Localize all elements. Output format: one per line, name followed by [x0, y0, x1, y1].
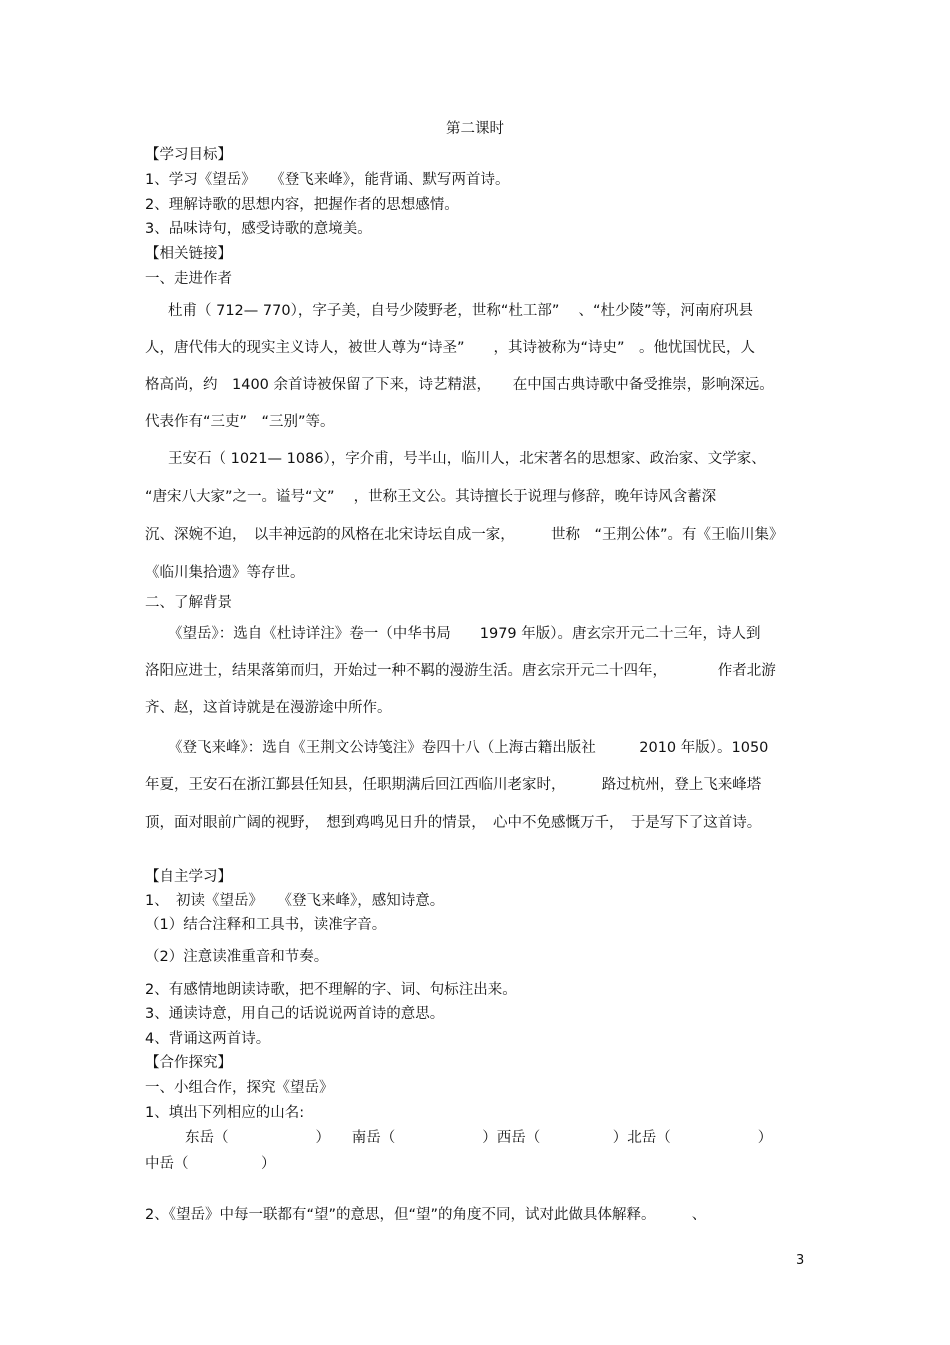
- wang-anshi-bio-line: 《临川集拾遗》等存世。: [145, 565, 305, 581]
- goal-item-1: 1、学习《望岳》 《登飞来峰》，能背诵、默写两首诗。: [145, 172, 510, 188]
- wang-anshi-bio-line: “唐宋八大家”之一。谥号“文” ，世称王文公。其诗擅长于说理与修辞，晚年诗风含蓄深: [145, 489, 717, 505]
- feilaifeng-background-line: 《登飞来峰》：选自《王荆文公诗笺注》卷四十八（上海古籍出版社 2010 年版）。1050: [168, 740, 769, 756]
- self-study-item: 4、背诵这两首诗。: [145, 1031, 271, 1047]
- subheading-explore-wangyue: 一、小组合作，探究《望岳》: [145, 1080, 334, 1096]
- subheading-author: 一、走进作者: [145, 271, 232, 287]
- subheading-background: 二、了解背景: [145, 595, 232, 611]
- du-fu-bio-line: 代表作有“三吏” “三别”等。: [145, 414, 335, 430]
- self-study-item: 3、通读诗意，用自己的话说说两首诗的意思。: [145, 1006, 445, 1022]
- page-title: 第二课时: [446, 121, 504, 137]
- wangyue-background-line: 齐、赵，这首诗就是在漫游途中所作。: [145, 700, 392, 716]
- section-heading-self-study: 【自主学习】: [145, 869, 232, 885]
- wang-anshi-bio-line: 王安石（ 1021— 1086），字介甫，号半山，临川人，北宋著名的思想家、政治家、文学家、: [168, 451, 766, 467]
- mountain-names-blanks: 中岳（ ）: [145, 1156, 276, 1172]
- feilaifeng-background-line: 年夏，王安石在浙江鄞县任知县，任职期满后回江西临川老家时， 路过杭州，登上飞来峰塔: [145, 777, 762, 793]
- wangyue-background-line: 洛阳应进士，结果落第而归，开始过一种不羁的漫游生活。唐玄宗开元二十四年， 作者北游: [145, 663, 776, 679]
- du-fu-bio-line: 格高尚，约 1400 余首诗被保留了下来，诗艺精湛， 在中国古典诗歌中备受推崇，影响深远。: [145, 377, 774, 393]
- mountain-names-blanks: 东岳（ ） 南岳（ ）西岳（ ）北岳（ ）: [185, 1130, 773, 1146]
- self-study-item: 2、有感情地朗读诗歌，把不理解的字、词、句标注出来。: [145, 982, 517, 998]
- self-study-subitem: （1）结合注释和工具书，读准字音。: [145, 917, 387, 933]
- question-view-angles: 2、《望岳》中每一联都有“望”的意思，但“望”的角度不同，试对此做具体解释。 、: [145, 1207, 707, 1223]
- section-heading-links: 【相关链接】: [145, 246, 232, 262]
- du-fu-bio-line: 杜甫（ 712— 770），字子美，自号少陵野老，世称“杜工部” 、“杜少陵”等，河南府巩县: [168, 303, 753, 319]
- section-heading-cooperation: 【合作探究】: [145, 1055, 232, 1071]
- page-number: 3: [796, 1253, 805, 1268]
- question-mountain-names: 1、填出下列相应的山名:: [145, 1105, 305, 1121]
- self-study-item: 1、 初读《望岳》 《登飞来峰》，感知诗意。: [145, 893, 445, 909]
- goal-item-3: 3、品味诗句，感受诗歌的意境美。: [145, 221, 372, 237]
- feilaifeng-background-line: 顶，面对眼前广阔的视野， 想到鸡鸣见日升的情景， 心中不免感慨万千， 于是写下了这首诗。: [145, 815, 762, 831]
- wang-anshi-bio-line: 沉、深婉不迫， 以丰神远韵的风格在北宋诗坛自成一家， 世称 “王荆公体”。有《王临川集》: [145, 527, 784, 543]
- goal-item-2: 2、理解诗歌的思想内容，把握作者的思想感情。: [145, 197, 459, 213]
- wangyue-background-line: 《望岳》：选自《杜诗详注》卷一（中华书局 1979 年版）。唐玄宗开元二十三年，诗人到: [168, 626, 761, 642]
- du-fu-bio-line: 人，唐代伟大的现实主义诗人，被世人尊为“诗圣” ，其诗被称为“诗史” 。他忧国忧民，人: [145, 340, 756, 356]
- section-heading-goals: 【学习目标】: [145, 147, 232, 163]
- self-study-subitem: （2）注意读准重音和节奏。: [145, 949, 329, 965]
